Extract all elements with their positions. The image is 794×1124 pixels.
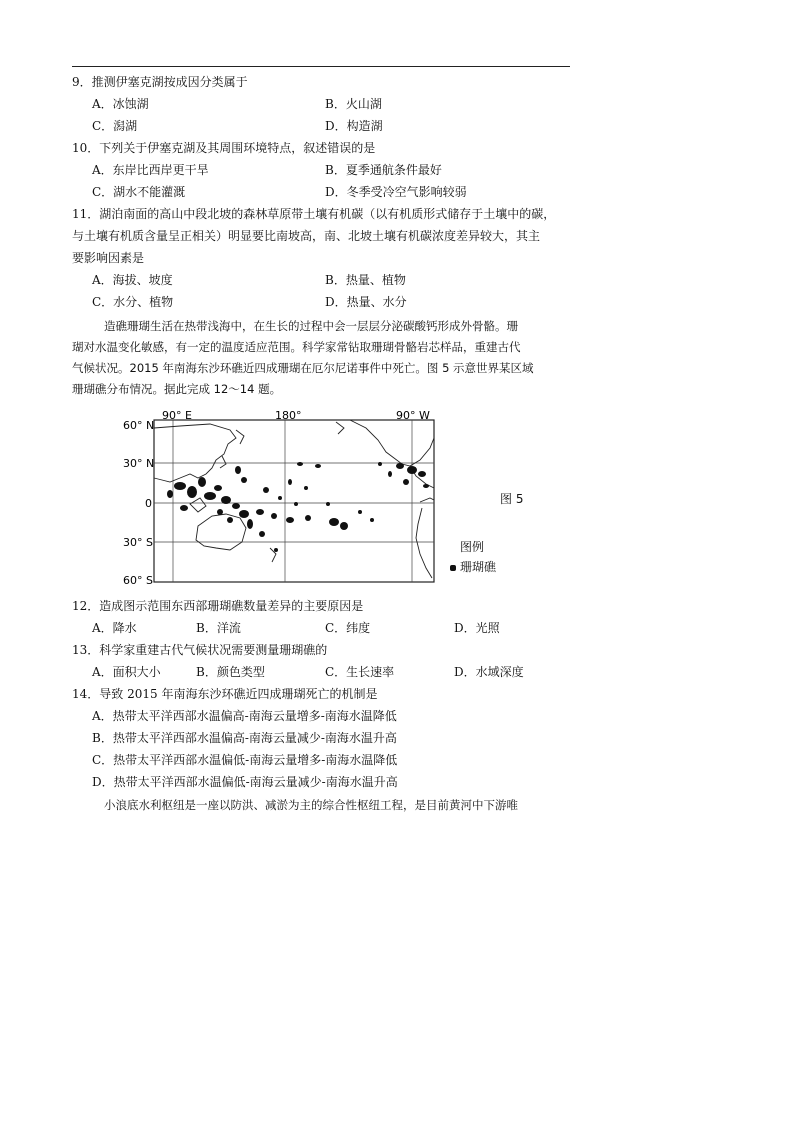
q11-option-a: A．海拔、坡度 bbox=[92, 273, 173, 287]
passage-line1: 造礁珊瑚生活在热带浅海中，在生长的过程中会一层层分泌碳酸钙形成外骨骼。珊 bbox=[104, 319, 518, 333]
lon-label-90w: 90° W bbox=[396, 409, 430, 422]
q12-option-a: A．降水 bbox=[92, 621, 137, 635]
q11-option-c: C．水分、植物 bbox=[92, 295, 174, 309]
passage-line3: 气候状况。2015 年南海东沙环礁近四成珊瑚在厄尔尼诺事件中死亡。图 5 示意世界某区域 bbox=[72, 361, 534, 375]
q9-option-a: A．冰蚀湖 bbox=[92, 97, 149, 111]
q11-stem-line2: 与土壤有机质含量呈正相关）明显要比南坡高，南、北坡土壤有机碳浓度差异较大，其主 bbox=[72, 229, 541, 243]
q10-stem: 10．下列关于伊塞克湖及其周围环境特点，叙述错误的是 bbox=[72, 141, 376, 155]
lat-label-30s: 30° S bbox=[123, 536, 153, 549]
lat-label-60n: 60° N bbox=[123, 419, 155, 432]
lon-label-180: 180° bbox=[275, 409, 302, 422]
q9-option-c: C．潟湖 bbox=[92, 119, 138, 133]
q12-option-d: D．光照 bbox=[454, 621, 500, 635]
q13-option-c: C．生长速率 bbox=[325, 665, 395, 679]
q13-stem: 13．科学家重建古代气候状况需要测量珊瑚礁的 bbox=[72, 643, 328, 657]
lat-label-30n: 30° N bbox=[123, 457, 155, 470]
passage2-line1: 小浪底水利枢纽是一座以防洪、减淤为主的综合性枢纽工程，是目前黄河中下游唯 bbox=[104, 798, 518, 812]
q14-option-c: C．热带太平洋西部水温偏低-南海云量增多-南海水温降低 bbox=[92, 753, 398, 767]
q14-option-b: B．热带太平洋西部水温偏高-南海云量减少-南海水温升高 bbox=[92, 731, 397, 745]
q12-stem: 12．造成图示范围东西部珊瑚礁数量差异的主要原因是 bbox=[72, 599, 364, 613]
q10-option-b: B．夏季通航条件最好 bbox=[325, 163, 442, 177]
lon-label-90e: 90° E bbox=[162, 409, 192, 422]
q10-option-c: C．湖水不能灌溉 bbox=[92, 185, 186, 199]
q11-stem-line3: 要影响因素是 bbox=[72, 251, 145, 265]
q12-option-c: C．纬度 bbox=[325, 621, 371, 635]
coral-reef-map bbox=[123, 408, 450, 587]
q11-option-b: B．热量、植物 bbox=[325, 273, 406, 287]
legend-item-coral-reef bbox=[450, 558, 496, 575]
lat-label-0: 0 bbox=[145, 497, 152, 510]
q14-option-d: D．热带太平洋西部水温偏低-南海云量减少-南海水温升高 bbox=[92, 775, 398, 789]
q12-option-b: B．洋流 bbox=[196, 621, 241, 635]
q9-option-d: D．构造湖 bbox=[325, 119, 383, 133]
legend-label: 珊瑚礁 bbox=[460, 560, 497, 574]
coral-reef-symbol-icon bbox=[450, 565, 456, 571]
q13-option-b: B．颜色类型 bbox=[196, 665, 265, 679]
legend-title: 图例 bbox=[460, 540, 485, 554]
q9-option-b: B．火山湖 bbox=[325, 97, 382, 111]
q11-stem-line1: 11．湖泊南面的高山中段北坡的森林草原带土壤有机碳（以有机质形式储存于土壤中的碳， bbox=[72, 207, 556, 221]
q11-option-d: D．热量、水分 bbox=[325, 295, 407, 309]
q14-stem: 14．导致 2015 年南海东沙环礁近四成珊瑚死亡的机制是 bbox=[72, 687, 378, 701]
q9-stem: 9．推测伊塞克湖按成因分类属于 bbox=[72, 75, 248, 89]
passage-line4: 珊瑚礁分布情况。据此完成 12～14 题。 bbox=[72, 382, 282, 396]
passage-line2: 瑚对水温变化敏感，有一定的温度适应范围。科学家常钻取珊瑚骨骼岩芯样品，重建古代 bbox=[72, 340, 521, 354]
q13-option-a: A．面积大小 bbox=[92, 665, 161, 679]
lat-label-60s: 60° S bbox=[123, 574, 153, 587]
q10-option-d: D．冬季受冷空气影响较弱 bbox=[325, 185, 467, 199]
q14-option-a: A．热带太平洋西部水温偏高-南海云量增多-南海水温降低 bbox=[92, 709, 397, 723]
q13-option-d: D．水域深度 bbox=[454, 665, 524, 679]
header-rule bbox=[72, 66, 570, 67]
figure-label: 图 5 bbox=[500, 492, 524, 506]
q10-option-a: A．东岸比西岸更干旱 bbox=[92, 163, 209, 177]
